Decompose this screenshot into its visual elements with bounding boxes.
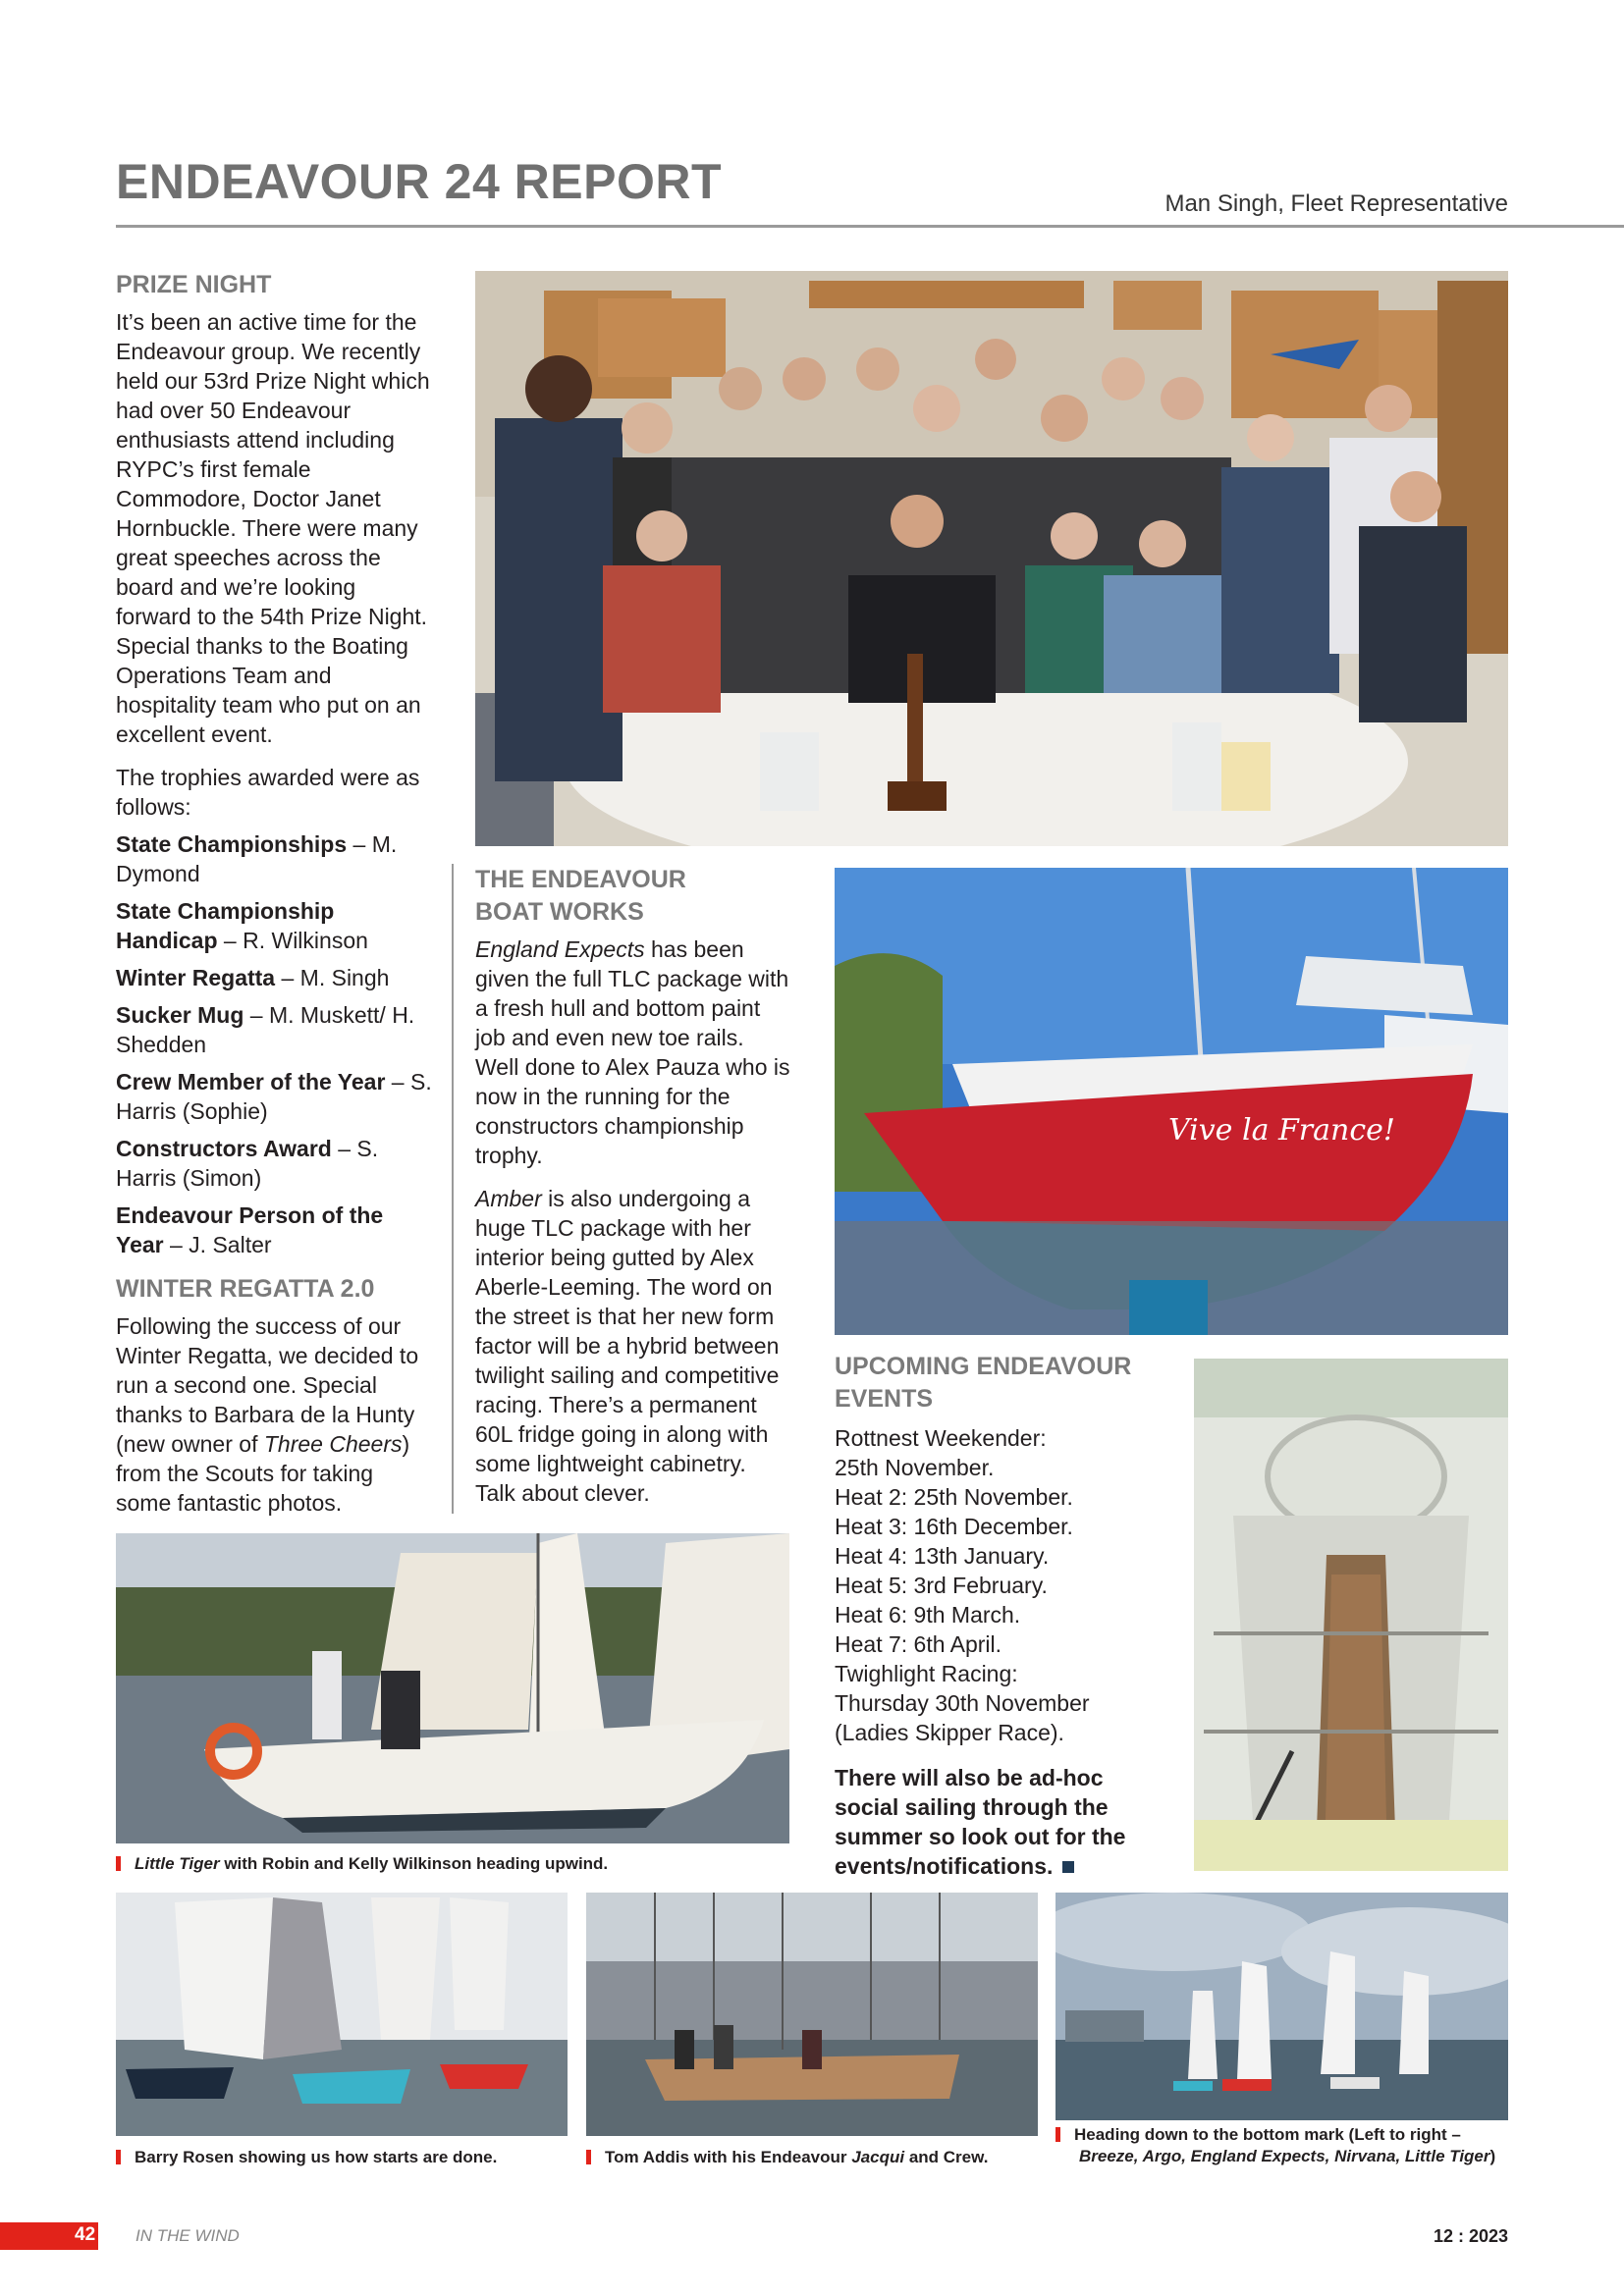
trophy-item: Sucker Mug – M. Muskett/ H. Shedden: [116, 1002, 415, 1057]
boat-works-heading: THE ENDEAVOUR BOAT WORKS: [475, 866, 686, 926]
event-line: (Ladies Skipper Race).: [835, 1720, 1064, 1745]
end-mark-icon: [1062, 1861, 1074, 1873]
event-line: Heat 5: 3rd February.: [835, 1573, 1048, 1598]
page-number: 42: [75, 2224, 96, 2245]
event-line: Twighlight Racing:: [835, 1661, 1018, 1686]
boat-interior-photo: [1194, 1359, 1508, 1871]
event-line: 25th November.: [835, 1455, 995, 1480]
issue-date: 12 : 2023: [1433, 2226, 1508, 2246]
barry-rosen-starts-photo: [116, 1893, 568, 2136]
trophy-item: Endeavour Person of the Year – J. Salter: [116, 1202, 384, 1257]
events-heading: UPCOMING ENDEAVOUR EVENTS: [835, 1353, 1132, 1413]
barry-rosen-caption: Barry Rosen showing us how starts are done.: [116, 2147, 577, 2168]
boat-works-paragraph: England Expects has been given the full TLC package with a fresh hull and bottom paint job and even new toe rails. Well done to Alex Pauza who is now in the running for the constructors championship trophy.: [475, 936, 790, 1168]
event-line: Heat 6: 9th March.: [835, 1602, 1021, 1628]
event-line: Rottnest Weekender:: [835, 1425, 1047, 1451]
trophy-item: State Championship Handicap – R. Wilkinson: [116, 898, 368, 953]
boat-works-section: [475, 864, 791, 1522]
heading-down-caption-line1: Heading down to the bottom mark (Left to right –: [1056, 2124, 1517, 2146]
caption-marker-icon: [586, 2150, 591, 2164]
events-closing: There will also be ad-hoc social sailing through the summer so look out for the events/notifications.: [835, 1765, 1126, 1879]
page-title: ENDEAVOUR 24 REPORT: [116, 154, 723, 209]
trophy-item: Crew Member of the Year – S. Harris (Sophie): [116, 1069, 432, 1124]
caption-marker-icon: [116, 1856, 121, 1871]
winter-regatta-paragraph: Following the success of our Winter Regatta, we decided to run a second one. Special thanks to Barbara de la Hunty (new owner of Three Cheers) from the Scouts for taking some fantastic photos.: [116, 1313, 419, 1516]
caption-marker-icon: [116, 2150, 121, 2164]
boat-works-paragraph: Amber is also undergoing a huge TLC package with her interior being gutted by Alex Aberle-Leeming. The word on the street is that her new form factor will be a hybrid between twilight sailing and competitive racing. There’s a permanent 60L fridge going in along with some lightweight cabinetry. Talk about clever.: [475, 1186, 780, 1506]
heading-down-caption: [1056, 2124, 1517, 2167]
little-tiger-caption: Little Tiger with Robin and Kelly Wilkinson heading upwind.: [116, 1853, 789, 1875]
heading-down-caption-line2: Breeze, Argo, England Expects, Nirvana, Little Tiger): [1079, 2147, 1496, 2165]
prize-night-paragraph: It’s been an active time for the Endeavour group. We recently held our 53rd Prize Night which had over 50 Endeavour enthusiasts attend including RYPC’s first female Commodore, Doctor Janet Hornbuckle. There were many great speeches across the board and we’re looking forward to the 54th Prize Night. Special thanks to the Boating Operations Team and hospitality team who put on an excellent event.: [116, 309, 430, 747]
red-boat-hull-photo: [835, 868, 1508, 1335]
author-byline: Man Singh, Fleet Representative: [1164, 190, 1508, 217]
header-rule: [116, 225, 1624, 228]
event-line: Heat 3: 16th December.: [835, 1514, 1073, 1539]
magazine-name: IN THE WIND: [135, 2226, 240, 2245]
tom-addis-caption: Tom Addis with his Endeavour Jacqui and Crew.: [586, 2147, 1048, 2168]
trophy-item: Constructors Award – S. Harris (Simon): [116, 1136, 379, 1191]
trophy-item: Winter Regatta – M. Singh: [116, 965, 390, 990]
event-line: Heat 7: 6th April.: [835, 1631, 1002, 1657]
event-line: Heat 4: 13th January.: [835, 1543, 1050, 1569]
prize-night-section: [116, 269, 432, 1531]
little-tiger-photo: [116, 1533, 789, 1843]
boat-name-text: Vive la France!: [1168, 1113, 1395, 1148]
trophies-intro: The trophies awarded were as follows:: [116, 765, 420, 820]
prize-night-heading: PRIZE NIGHT: [116, 271, 272, 298]
events-section: [835, 1351, 1159, 1895]
column-divider: [452, 864, 454, 1514]
caption-marker-icon: [1056, 2127, 1060, 2142]
winter-regatta-heading: WINTER REGATTA 2.0: [116, 1275, 375, 1303]
event-line: Heat 2: 25th November.: [835, 1484, 1073, 1510]
trophy-item: State Championships – M. Dymond: [116, 831, 398, 886]
prize-night-group-photo: [475, 271, 1508, 846]
heading-down-bottom-mark-photo: [1056, 1893, 1508, 2120]
event-line: Thursday 30th November: [835, 1690, 1090, 1716]
tom-addis-jacqui-photo: [586, 1893, 1038, 2136]
